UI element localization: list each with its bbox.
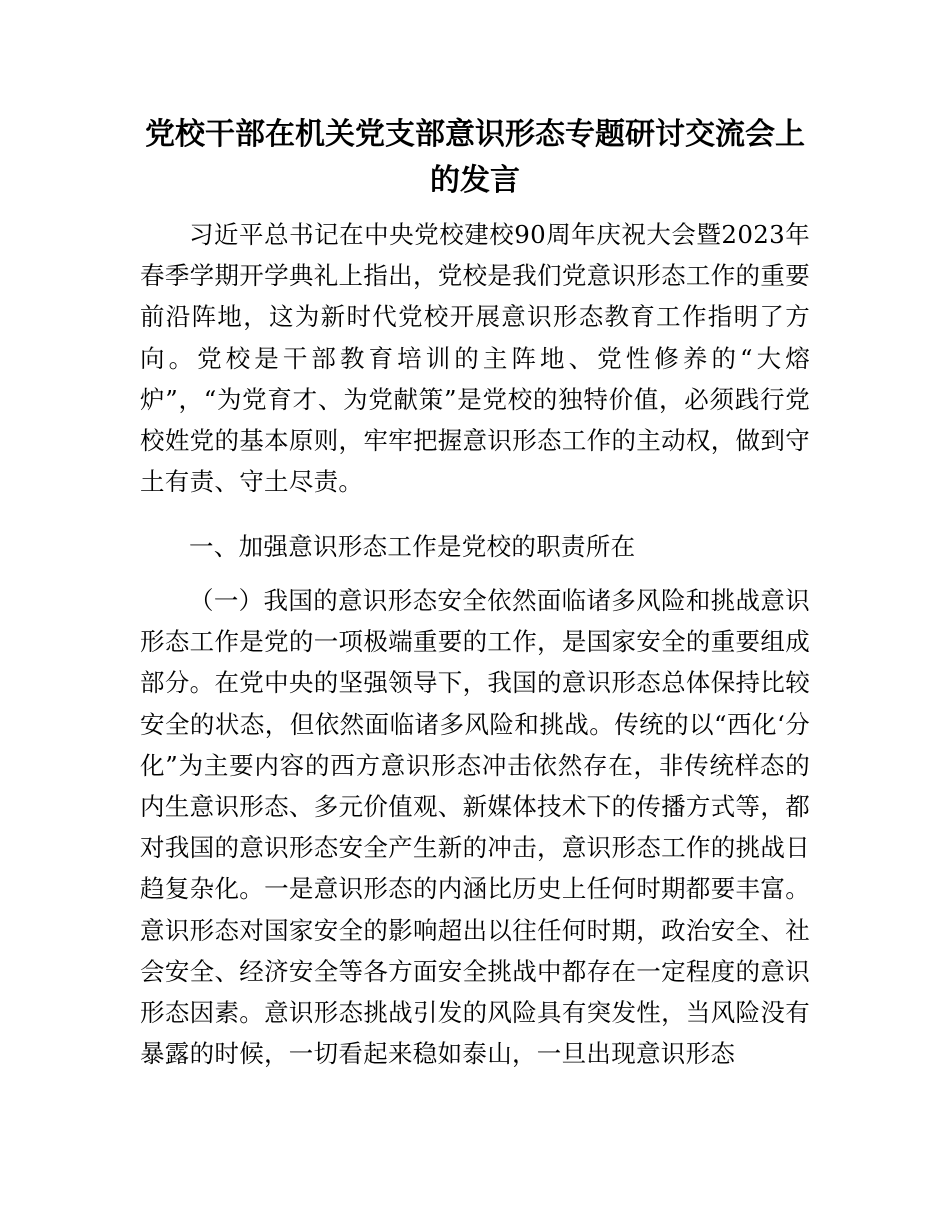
subsection-paragraph: （一）我国的意识形态安全依然面临诸多风险和挑战意识形态工作是党的一项极端重要的工作，是国家安全的重要组成部分。在党中央的坚强领导下，我国的意识形态总体保持比较安全的状态，但依然面临诸多风险和挑战。传统的以“西化‘分化”为主要内容的西方意识形态冲击依然存在，非传统样态的内生意识形态、多元价值观、新媒体技术下的传播方式等，都对我国的意识形态安全产生新的冲击，意识形态工作的挑战日趋复杂化。一是意识形态的内涵比历史上任何时期都要丰富。意识形态对国家安全的影响超出以往任何时期，政治安全、社会安全、经济安全等各方面安全挑战中都存在一定程度的意识形态因素。意识形态挑战引发的风险具有突发性，当风险没有暴露的时候，一切看起来稳如泰山，一旦出现意识形态	[140, 586, 810, 1069]
document-title: 党校干部在机关党支部意识形态专题研讨交流会上的发言	[145, 117, 805, 198]
intro-paragraph: 习近平总书记在中央党校建校90周年庆祝大会暨2023年春季学期开学典礼上指出，党校是我们党意识形态工作的重要前沿阵地，这为新时代党校开展意识形态教育工作指明了方向。党校是干部教育培训的主阵地、党性修养的“大熔炉”，“为党育才、为党献策”是党校的独特价值，必须践行党校姓党的基本原则，牢牢把握意识形态工作的主动权，做到守土有责、守土尽责。	[140, 220, 810, 497]
section-heading: 一、加强意识形态工作是党校的职责所在	[189, 532, 636, 561]
